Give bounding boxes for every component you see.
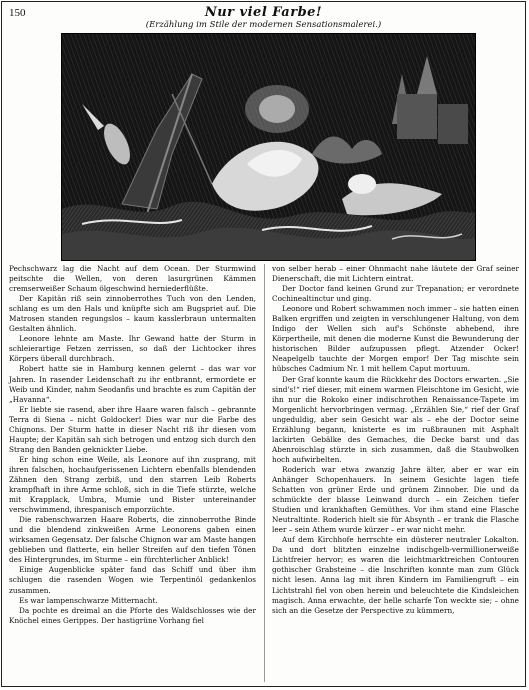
newspaper-page — [1, 1, 526, 687]
paragraph: Die rabenschwarzen Haare Roberts, die zinnoberrothe Binde und die blendend zinkweißen Arme Leonorens gaben einen wirksamen Gegensatz. Der falsche Chignon war am Maste hangen geblieben und flatterte, ein heller Streifen auf den tiefen Tönen des Hintergrundes, im Sturme – ein fürchterlicher Anblick! — [9, 515, 256, 565]
shipwreck-engraving-icon — [62, 34, 475, 260]
paragraph: Es war lampenschwarze Mitternacht. — [19, 595, 158, 605]
paragraph: Leonore lehnte am Maste. Ihr Gewand hatte der Sturm in schleierartige Fetzen zerrissen, so daß der Lichtocker ihres Körpers überall durchbrach. — [9, 334, 256, 364]
paragraph: Der Kapitän riß sein zinnoberrothes Tuch von den Lenden, schlang es um den Hals und knüpfte sich am Bugspriet auf. Die Matrosen standen regungslos – kaum kasslerbraun untermalten Gestalten ähnlich. — [9, 294, 256, 334]
paragraph: Er hing schon eine Weile, als Leonore auf ihn zusprang, mit ihren falschen, hochaufgerissenen Lichtern ebenfalls blendenden Zähnen den Strang zerbiß, und den starren Leib Roberts krampfhaft in ihre Arme schloß, sich in die Tiefe stürzte, welche mit Krapplack, Umbra, Mumie und Bister untereinander verschwimmend, ihrespanisch emporzüchte. — [9, 454, 256, 515]
paragraph: Einige Augenblicke später fand das Schiff und über ihm schlugen die rasenden Wogen wie Terpentinöl gedankenlos zusammen. — [9, 565, 256, 595]
paragraph: Robert hatte sie in Hamburg kennen gelernt – das war vor Jahren. In rasender Leidenschaft zu ihr entbrannt, ermordete er Weib und Kinder, nahm Seodanfis und brachte es zum Capitän der „Havanna“. — [9, 364, 256, 404]
paragraph: Der Graf konnte kaum die Rückkehr des Doctors erwarten. „Sie sind's!“ rief dieser, mit einem warmen Fleischtone im Gesicht, wie ihn nur die Rokoko einer indischrothen Renaissance-Tapete im Morgenlicht hervorbringen vermag. „Erzählen Sie,“ rief der Graf ungeduldig, aber sein Gesicht war als – ehe der Doctor seine Erzählung begann, knisterte es im rußbraunen mit Asphalt lackirten Gebälke des Gemaches, die Decke barst und das Abenroischlag stürzte in sich zusammen, daß die Staubwolken hoch aufwirbelten. — [272, 374, 519, 464]
shipwreck-illustration — [61, 33, 476, 261]
paragraph: Roderich war etwa zwanzig Jahre älter, aber er war ein Anhänger Schopenhauers. In seinem Gesichte lagen tiefe Schatten von grüner Erde und grünem Zinnober. Die und da schmückte der blasse Leinwand durch – ein Zeichen tiefer Studien und krankhaften Gemüthes. Vor ihm stand eine Flasche Neutraltinte. Roderich hielt sie für Absynth – er trank die Flasche leer – sein Athem wurde kürzer – er war nicht mehr. — [272, 464, 519, 535]
paragraph: von selber herab – einer Ohnmacht nahe läutete der Graf seiner Dienerschaft, die mit Lichtern eintrat. — [272, 264, 519, 284]
paragraph: Leonore und Robert schwammen noch immer – sie hatten einen Balken ergriffen und zeigten in verschlungener Haltung, von dem Indigo der Wellen sich auf's Schönste abhebend, ihre Körpertheile, mit denen die moderne Kunst die Bewunderung der historischen Bilder aufzupussen pflegt. Atzender Ocker! Neapelgelb tauchte der Morgen empor! Der Tag mischte sein hübsches Cadmium Nr. 1 mit hellem Caput mortuum. — [272, 304, 519, 374]
article-subtitle: (Erzählung im Stile der modernen Sensationsmalerei.) — [145, 20, 382, 30]
page-number: 150 — [9, 7, 26, 19]
paragraph: Er liebte sie rasend, aber ihre Haare waren falsch – gebrannte Terra di Siena – nicht Goldocker! Dies war nur die Farbe des Chignons. Der Sturm hatte in dieser Nacht riß ihr diesen vom Haupte; der Kapitän sah sich betrogen und entzog sich durch den Strang den Banden geknickter Liebe. — [9, 404, 256, 454]
paragraph: Der Doctor fand keinen Grund zur Trepanation; er verordnete Cochinealtinctur und ging. — [272, 284, 519, 304]
paragraph: Pechschwarz lag die Nacht auf dem Ocean. Der Sturmwind peitschte die Wellen, von deren lasurgrünen Kämmen cremserweißer Schaum ölgeschwind herniederflüßte. — [9, 264, 256, 294]
paragraph: Auf dem Kirchhofe herrschte ein düsterer neutraler Lokalton. Da und dort blitzten einzelne indischgelb-vermillionerweiße Lichtfreier hervor; es waren die leichtmarktreichen Contouren gothischer Grabsteine – die Inschriften konnte man zum Glück nicht lesen. Anna lag mit ihren Kindern im Familiengruft – ein Lichtstrahl fiel von oben herein und beleuchtete die Kindsleichen magisch. Anna erwachte, der helle scharfe Ton weckte sie; – ohne sich an die Gesetze der Perspective zu kümmern, — [272, 535, 519, 615]
left-text-column — [9, 264, 256, 626]
article-title: Nur viel Farbe! — [204, 5, 323, 20]
right-text-column — [272, 264, 519, 616]
column-divider — [264, 264, 265, 682]
paragraph: Da pochte es dreimal an die Pforte des Waldschlosses wie der Knöchel eines Gerippes. Der hastigrüne Vorhang fiel — [9, 605, 256, 625]
